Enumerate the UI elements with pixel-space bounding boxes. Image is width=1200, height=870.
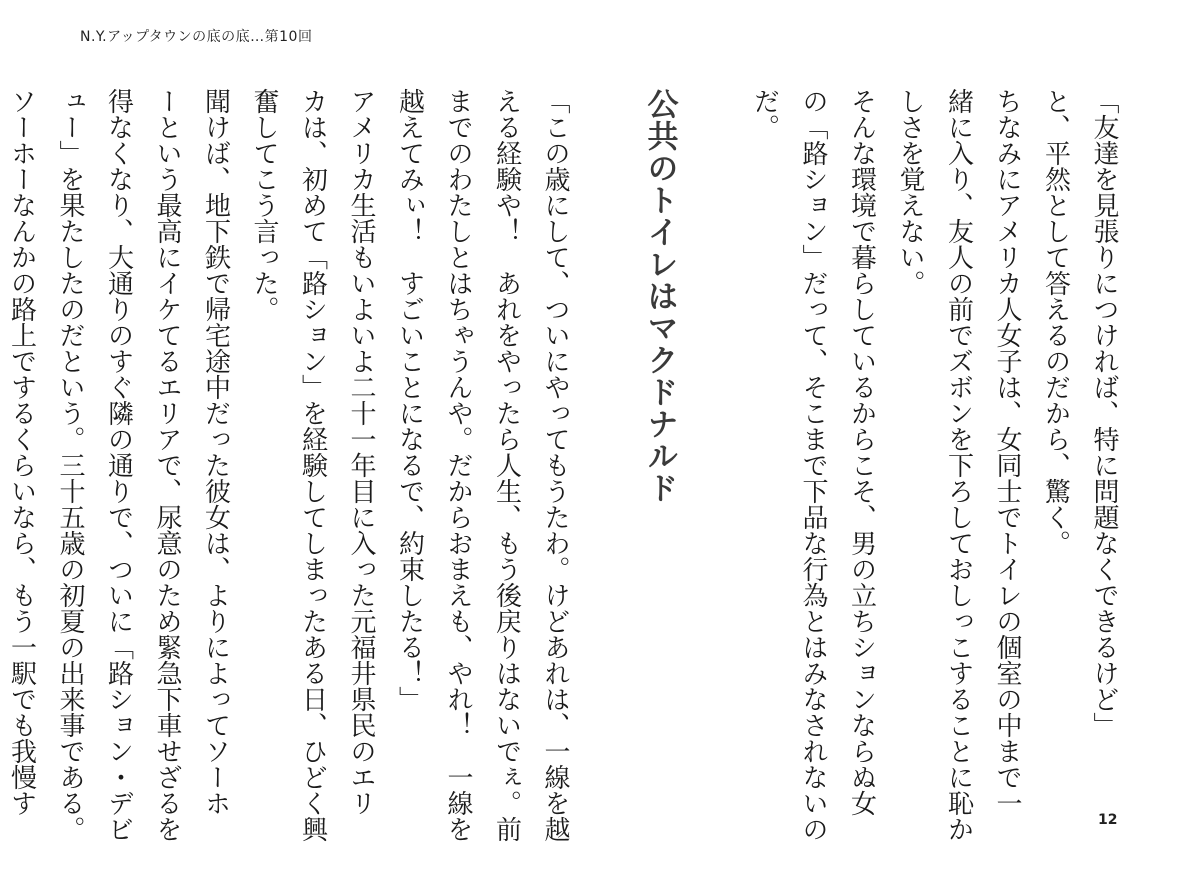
text-line: カは、初めて「路ション」を経験してしまったある日、ひどく興 xyxy=(297,88,328,842)
text-line: 奮してこう言った。 xyxy=(249,88,279,322)
blank-line xyxy=(692,88,741,788)
text-line: ーという最高にイケてるエリアで、尿意のため緊急下車せざるを xyxy=(152,88,182,842)
text-line: そんな環境で暮らしているからこそ、男の立ちションならぬ女 xyxy=(846,88,877,816)
text-line: 越えてみぃ！ すごいことになるで、約束したる！」 xyxy=(394,88,425,712)
text-line: だ。 xyxy=(749,88,780,140)
text-line: の「路ション」だって、そこまで下品な行為とはみなされないの xyxy=(798,88,828,842)
text-line: までのわたしとはちゃうんや。だからおまえも、やれ！ 一線を xyxy=(443,88,473,842)
text-line: 緒に入り、友人の前でズボンを下ろしておしっこすることに恥か xyxy=(943,88,974,842)
text-line: ちなみにアメリカ人女子は、女同士でトイレの個室の中まで一 xyxy=(992,88,1022,816)
text-line: える経験や！ あれをやったら人生、もう後戻りはないでぇ。前 xyxy=(491,88,522,842)
section-heading: 公共のトイレはマクドナルド xyxy=(641,88,678,504)
text-line: アメリカ生活もいよいよ二十一年目に入った元福井県民のエリ xyxy=(346,88,376,816)
text-line: と、平然として答えるのだから、驚く。 xyxy=(1040,88,1071,556)
running-header-title: N.Y.アップタウンの底の底…第10回 xyxy=(80,29,313,45)
text-line: ソーホーなんかの路上でするくらいなら、もう一駅でも我慢す xyxy=(6,88,37,816)
page-number: 12 xyxy=(1098,812,1118,828)
text-line: 「友達を見張りにつければ、特に問題なくできるけど」 xyxy=(1089,88,1119,738)
blank-line xyxy=(579,88,628,788)
text-line: 「この歳にして、ついにやってもうたわ。けどあれは、一線を越 xyxy=(540,88,570,842)
text-line: 得なくなり、大通りのすぐ隣の通りで、ついに「路ション・デビ xyxy=(103,88,134,842)
text-line: しさを覚えない。 xyxy=(895,88,925,296)
text-line: ュー」を果たしたのだという。三十五歳の初夏の出来事である。 xyxy=(55,88,85,842)
text-line: 聞けば、地下鉄で帰宅途中だった彼女は、よりによってソーホ xyxy=(200,88,231,816)
